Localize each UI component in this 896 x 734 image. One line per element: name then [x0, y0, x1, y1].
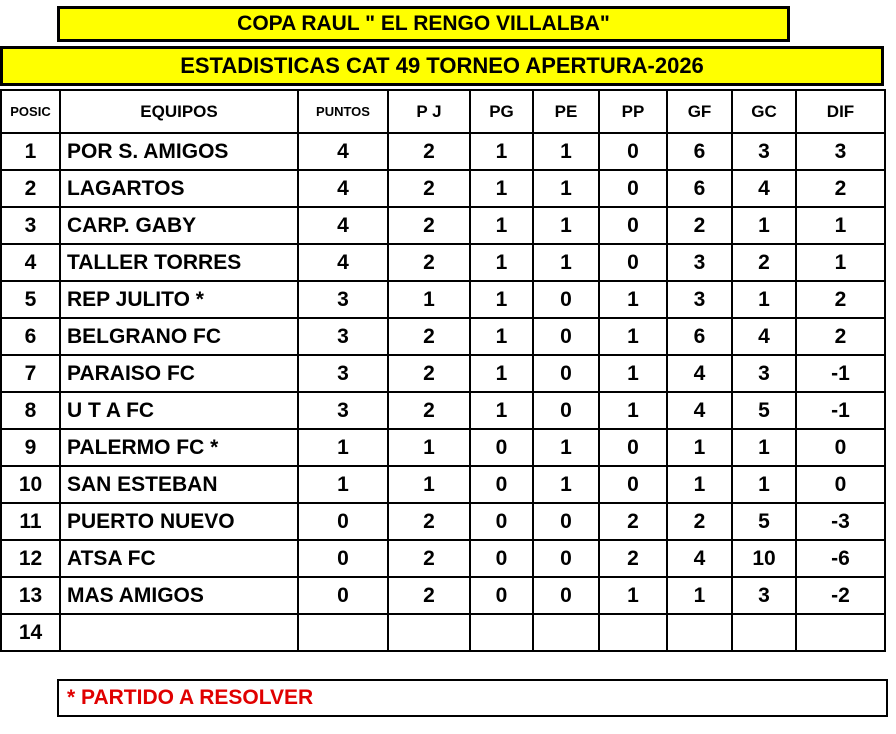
won-cell: 1 — [470, 392, 533, 429]
pos-cell: 1 — [1, 133, 60, 170]
goals-against-cell: 1 — [732, 429, 796, 466]
pos-cell: 4 — [1, 244, 60, 281]
col-header-gc: GC — [732, 90, 796, 133]
pos-cell: 2 — [1, 170, 60, 207]
played-cell: 2 — [388, 540, 470, 577]
won-cell: 1 — [470, 170, 533, 207]
table-row — [1, 355, 885, 392]
table-row — [1, 318, 885, 355]
goals-for-cell: 1 — [667, 577, 732, 614]
goal-diff-cell — [796, 614, 885, 651]
won-cell: 0 — [470, 540, 533, 577]
points-cell: 0 — [298, 577, 388, 614]
team-cell: PARAISO FC — [60, 355, 298, 392]
table-row — [1, 392, 885, 429]
goals-against-cell: 5 — [732, 392, 796, 429]
drawn-cell: 1 — [533, 133, 599, 170]
goal-diff-cell: -1 — [796, 392, 885, 429]
lost-cell: 0 — [599, 207, 667, 244]
goals-for-cell: 6 — [667, 133, 732, 170]
drawn-cell: 0 — [533, 281, 599, 318]
col-header-pg: PG — [470, 90, 533, 133]
goals-for-cell: 4 — [667, 392, 732, 429]
tournament-title: COPA RAUL " EL RENGO VILLALBA" — [57, 6, 790, 42]
drawn-cell: 1 — [533, 466, 599, 503]
stats-subtitle: ESTADISTICAS CAT 49 TORNEO APERTURA-2026 — [0, 46, 884, 86]
goal-diff-cell: -3 — [796, 503, 885, 540]
points-cell: 0 — [298, 540, 388, 577]
goals-against-cell: 4 — [732, 170, 796, 207]
table-row — [1, 466, 885, 503]
goal-diff-cell: 3 — [796, 133, 885, 170]
drawn-cell: 1 — [533, 170, 599, 207]
pos-cell: 9 — [1, 429, 60, 466]
goal-diff-cell: 0 — [796, 429, 885, 466]
goals-against-cell: 4 — [732, 318, 796, 355]
header-row — [1, 90, 885, 133]
team-cell: SAN ESTEBAN — [60, 466, 298, 503]
goals-against-cell: 1 — [732, 281, 796, 318]
pos-cell: 5 — [1, 281, 60, 318]
goal-diff-cell: 1 — [796, 244, 885, 281]
col-header-dif: DIF — [796, 90, 885, 133]
drawn-cell: 1 — [533, 429, 599, 466]
lost-cell: 0 — [599, 133, 667, 170]
won-cell: 0 — [470, 503, 533, 540]
goals-against-cell: 3 — [732, 355, 796, 392]
table-row — [1, 133, 885, 170]
goals-for-cell: 4 — [667, 355, 732, 392]
team-cell: MAS AMIGOS — [60, 577, 298, 614]
footnote: * PARTIDO A RESOLVER — [57, 679, 888, 717]
table-row — [1, 244, 885, 281]
goal-diff-cell: -2 — [796, 577, 885, 614]
won-cell: 1 — [470, 281, 533, 318]
goals-against-cell: 2 — [732, 244, 796, 281]
col-header-pj: P J — [388, 90, 470, 133]
standings-table — [0, 89, 886, 652]
won-cell: 1 — [470, 318, 533, 355]
points-cell: 3 — [298, 355, 388, 392]
lost-cell: 1 — [599, 392, 667, 429]
goals-against-cell: 10 — [732, 540, 796, 577]
table-row — [1, 577, 885, 614]
pos-cell: 7 — [1, 355, 60, 392]
lost-cell: 0 — [599, 244, 667, 281]
won-cell: 0 — [470, 577, 533, 614]
goals-for-cell: 3 — [667, 281, 732, 318]
table-row — [1, 281, 885, 318]
played-cell: 1 — [388, 281, 470, 318]
pos-cell: 11 — [1, 503, 60, 540]
drawn-cell: 1 — [533, 207, 599, 244]
table-row — [1, 540, 885, 577]
col-header-pp: PP — [599, 90, 667, 133]
pos-cell: 10 — [1, 466, 60, 503]
played-cell: 2 — [388, 133, 470, 170]
pos-cell: 3 — [1, 207, 60, 244]
team-cell: PALERMO FC * — [60, 429, 298, 466]
points-cell: 4 — [298, 207, 388, 244]
team-cell: REP JULITO * — [60, 281, 298, 318]
standings-body — [1, 133, 885, 651]
col-header-posic: POSIC — [1, 90, 60, 133]
team-cell: CARP. GABY — [60, 207, 298, 244]
goals-against-cell: 1 — [732, 207, 796, 244]
lost-cell: 1 — [599, 355, 667, 392]
team-cell: U T A FC — [60, 392, 298, 429]
goals-for-cell: 2 — [667, 503, 732, 540]
col-header-puntos: PUNTOS — [298, 90, 388, 133]
played-cell: 1 — [388, 429, 470, 466]
goals-for-cell: 2 — [667, 207, 732, 244]
played-cell: 2 — [388, 392, 470, 429]
played-cell: 2 — [388, 355, 470, 392]
team-cell: LAGARTOS — [60, 170, 298, 207]
played-cell: 2 — [388, 318, 470, 355]
won-cell: 1 — [470, 244, 533, 281]
goals-against-cell: 3 — [732, 577, 796, 614]
goal-diff-cell: 1 — [796, 207, 885, 244]
col-header-equipos: EQUIPOS — [60, 90, 298, 133]
lost-cell: 1 — [599, 577, 667, 614]
table-row — [1, 614, 885, 651]
drawn-cell: 0 — [533, 577, 599, 614]
goals-against-cell: 5 — [732, 503, 796, 540]
points-cell: 4 — [298, 244, 388, 281]
points-cell: 3 — [298, 392, 388, 429]
team-cell: POR S. AMIGOS — [60, 133, 298, 170]
goals-against-cell — [732, 614, 796, 651]
points-cell: 1 — [298, 466, 388, 503]
goals-against-cell: 1 — [732, 466, 796, 503]
played-cell: 2 — [388, 577, 470, 614]
drawn-cell: 0 — [533, 318, 599, 355]
pos-cell: 6 — [1, 318, 60, 355]
pos-cell: 12 — [1, 540, 60, 577]
played-cell: 2 — [388, 207, 470, 244]
team-cell: TALLER TORRES — [60, 244, 298, 281]
drawn-cell: 0 — [533, 392, 599, 429]
table-row — [1, 207, 885, 244]
goal-diff-cell: 2 — [796, 170, 885, 207]
goal-diff-cell: -1 — [796, 355, 885, 392]
goal-diff-cell: 2 — [796, 281, 885, 318]
goals-for-cell: 6 — [667, 170, 732, 207]
lost-cell: 1 — [599, 281, 667, 318]
goals-for-cell: 3 — [667, 244, 732, 281]
won-cell: 1 — [470, 207, 533, 244]
points-cell: 3 — [298, 318, 388, 355]
won-cell: 0 — [470, 429, 533, 466]
lost-cell: 2 — [599, 540, 667, 577]
won-cell: 0 — [470, 466, 533, 503]
table-row — [1, 503, 885, 540]
points-cell — [298, 614, 388, 651]
table-row — [1, 429, 885, 466]
lost-cell — [599, 614, 667, 651]
team-cell: PUERTO NUEVO — [60, 503, 298, 540]
played-cell — [388, 614, 470, 651]
points-cell: 1 — [298, 429, 388, 466]
drawn-cell: 0 — [533, 355, 599, 392]
team-cell: BELGRANO FC — [60, 318, 298, 355]
team-cell — [60, 614, 298, 651]
lost-cell: 1 — [599, 318, 667, 355]
lost-cell: 2 — [599, 503, 667, 540]
lost-cell: 0 — [599, 170, 667, 207]
won-cell — [470, 614, 533, 651]
points-cell: 4 — [298, 133, 388, 170]
goal-diff-cell: 0 — [796, 466, 885, 503]
drawn-cell — [533, 614, 599, 651]
drawn-cell: 0 — [533, 503, 599, 540]
played-cell: 2 — [388, 503, 470, 540]
pos-cell: 8 — [1, 392, 60, 429]
won-cell: 1 — [470, 133, 533, 170]
drawn-cell: 1 — [533, 244, 599, 281]
pos-cell: 13 — [1, 577, 60, 614]
pos-cell: 14 — [1, 614, 60, 651]
points-cell: 0 — [298, 503, 388, 540]
lost-cell: 0 — [599, 429, 667, 466]
lost-cell: 0 — [599, 466, 667, 503]
col-header-pe: PE — [533, 90, 599, 133]
played-cell: 2 — [388, 244, 470, 281]
table-row — [1, 170, 885, 207]
points-cell: 4 — [298, 170, 388, 207]
team-cell: ATSA FC — [60, 540, 298, 577]
goals-for-cell — [667, 614, 732, 651]
drawn-cell: 0 — [533, 540, 599, 577]
goals-against-cell: 3 — [732, 133, 796, 170]
goals-for-cell: 1 — [667, 429, 732, 466]
points-cell: 3 — [298, 281, 388, 318]
goals-for-cell: 4 — [667, 540, 732, 577]
col-header-gf: GF — [667, 90, 732, 133]
goal-diff-cell: -6 — [796, 540, 885, 577]
goals-for-cell: 1 — [667, 466, 732, 503]
goal-diff-cell: 2 — [796, 318, 885, 355]
played-cell: 2 — [388, 170, 470, 207]
goals-for-cell: 6 — [667, 318, 732, 355]
played-cell: 1 — [388, 466, 470, 503]
won-cell: 1 — [470, 355, 533, 392]
